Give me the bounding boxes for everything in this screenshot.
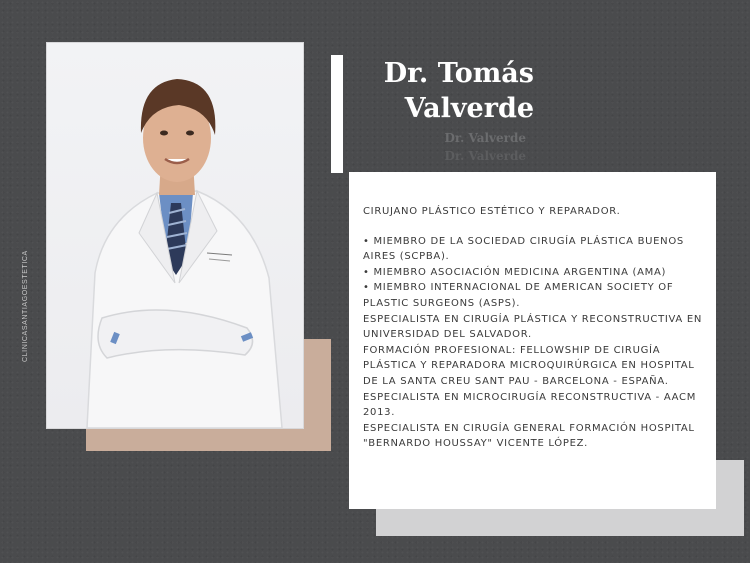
- side-caption: CLINICASANTIAGOESTETICA: [22, 250, 29, 362]
- bio-line: • MIEMBRO ASOCIACIÓN MEDICINA ARGENTINA (AMA): [363, 266, 667, 278]
- bio-line: ESPECIALISTA EN CIRUGÍA PLÁSTICA Y RECONSTRUCTIVA EN UNIVERSIDAD DEL SALVADOR.: [363, 313, 703, 341]
- doctor-name-line-1: Dr. Tomás: [383, 58, 534, 89]
- title-accent-bar: [331, 55, 343, 173]
- bio-line: • MIEMBRO INTERNACIONAL DE AMERICAN SOCIETY OF PLASTIC SURGEONS (ASPS).: [363, 282, 674, 309]
- doctor-name-line-2: Valverde: [404, 93, 534, 124]
- doctor-portrait: [46, 42, 304, 429]
- bio-line: ESPECIALISTA EN CIRUGÍA GENERAL FORMACIÓN HOSPITAL "BERNARDO HOUSSAY" VICENTE LÓPEZ.: [363, 422, 695, 450]
- doctor-subtitle-1: Dr. Valverde: [444, 131, 526, 145]
- bio-card: [349, 172, 716, 509]
- doctor-portrait-illustration: [47, 43, 303, 428]
- bio-intro: CIRUJANO PLÁSTICO ESTÉTICO Y REPARADOR.: [363, 206, 621, 217]
- bio-line: • MIEMBRO DE LA SOCIEDAD CIRUGÍA PLÁSTICA BUENOS AIRES (SCPBA).: [363, 235, 684, 263]
- bio-line: FORMACIÓN PROFESIONAL: FELLOWSHIP DE CIRUGÍA PLÁSTICA Y REPARADORA MICROQUIRÚRGICA EN HOSPITAL DE LA SANTA CREU SANT PAU - BARCELONA - ESPAÑA.: [363, 344, 695, 387]
- doctor-name-title: [350, 56, 534, 126]
- bio-line: ESPECIALISTA EN MICROCIRUGÍA RECONSTRUCTIVA - AACM 2013.: [363, 391, 697, 419]
- doctor-subtitle-2: Dr. Valverde: [444, 149, 526, 163]
